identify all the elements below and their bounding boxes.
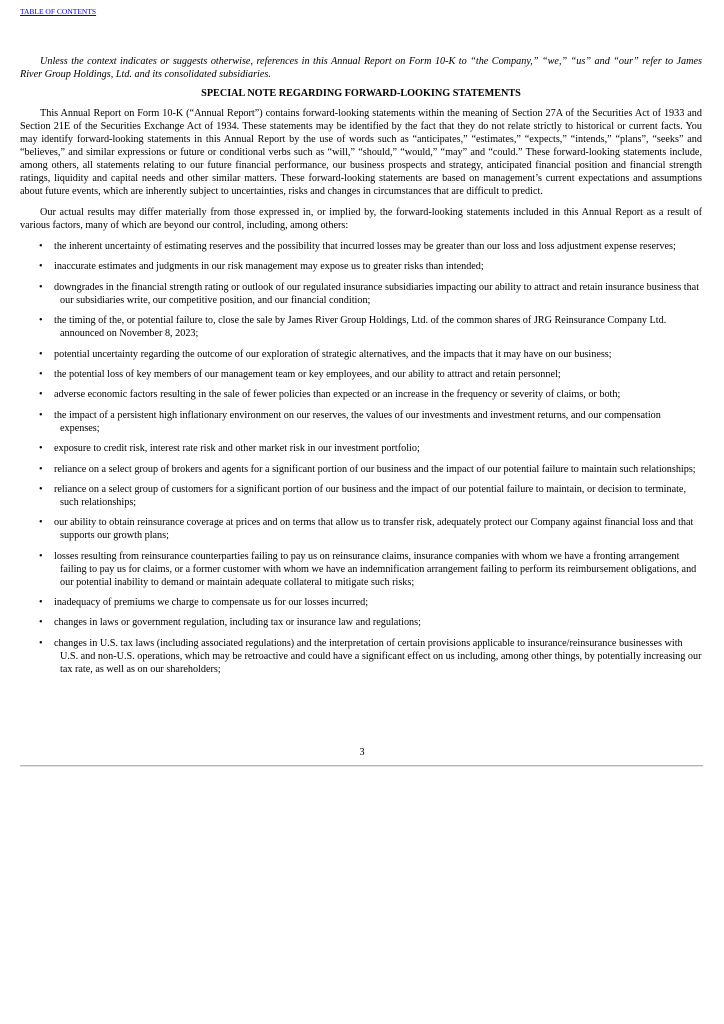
list-item xyxy=(20,409,702,435)
bullet-marker: • xyxy=(39,637,43,649)
list-item xyxy=(20,596,702,609)
list-item-text: the inherent uncertainty of estimating reserves and the possibility that incurred losses may be greater than our loss and loss adjustment expense reserves; xyxy=(54,241,676,252)
list-item-text: reliance on a select group of customers for a significant portion of our business and the impact of our potential failure to maintain, or decision to terminate, such relationships; xyxy=(54,483,687,508)
page-divider xyxy=(20,765,703,767)
list-item-text: the timing of the, or potential failure to, close the sale by James River Group Holdings, Ltd. of the common shares of JRG Reinsurance Company Ltd. announced on November 8, 2023; xyxy=(54,315,667,340)
section-heading: SPECIAL NOTE REGARDING FORWARD-LOOKING STATEMENTS xyxy=(201,88,521,99)
bullet-marker: • xyxy=(39,550,43,562)
bullet-marker: • xyxy=(39,261,43,273)
bullet-marker: • xyxy=(39,241,43,252)
list-item-text: exposure to credit risk, interest rate risk and other market risk in our investment portfolio; xyxy=(54,443,420,455)
list-item-text: reliance on a select group of brokers and agents for a significant portion of our business and the impact of our potential failure to maintain such relationships; xyxy=(54,463,696,475)
bullet-marker: • xyxy=(39,368,43,380)
list-item xyxy=(20,281,702,307)
bullet-marker: • xyxy=(39,443,43,455)
list-item xyxy=(20,314,702,340)
bullet-marker: • xyxy=(39,463,43,475)
list-item-text: changes in U.S. tax laws (including associated regulations) and the interpretation of certain provisions applicable to insurance/reinsurance businesses with U.S. and non-U.S. operations, which may be retroactive and could have a significant effect on us including, among other things, by potentially increasing our tax rate, as well as on our shareholders; xyxy=(54,637,702,675)
bullet-marker: • xyxy=(39,617,43,629)
list-item-text: downgrades in the financial strength rating or outlook of our regulated insurance subsidiaries impacting our ability to attract and retain insurance business that our subsidiaries write, our competitive position, and our financial condition; xyxy=(54,281,700,306)
risk-factor-list xyxy=(20,240,702,676)
document-body xyxy=(20,55,702,683)
body-paragraph: This Annual Report on Form 10-K (“Annual Report”) contains forward-looking statements within the meaning of Section 27A of the Securities Act of 1933 and Section 21E of the Securities Exchange Act of 1934. These statements may be identified by the fact that they do not relate strictly to historical or current facts. You may identify forward-looking statements in this Annual Report by the use of words such as “anticipates,” “estimates,” “expects,” “intends,” “plans”, “seeks” and “believes,” and similar expressions or future or conditional verbs such as “will,” “should,” “would,” “may” and “could.” These forward-looking statements include, among others, all statements relating to our future financial performance, our business prospects and strategy, anticipated financial position and financial strength ratings, liquidity and capital needs and other similar matters. These forward-looking statements are based on management’s current expectations and assumptions about future events, which are inherently subject to uncertainties, risks and changes in circumstances that are difficult to predict. xyxy=(20,108,702,197)
bullet-marker: • xyxy=(39,409,43,421)
list-item xyxy=(20,240,702,253)
bullet-marker: • xyxy=(39,348,43,360)
list-item xyxy=(20,616,702,629)
page-number: 3 xyxy=(359,747,365,758)
list-item xyxy=(20,483,702,509)
list-item xyxy=(20,348,702,361)
list-item-text: adverse economic factors resulting in the sale of fewer policies than expected or an increase in the frequency or severity of claims, or both; xyxy=(54,389,621,401)
intro-paragraph: Unless the context indicates or suggests otherwise, references in this Annual Report on Form 10-K to “the Company,” “we,” “us” and “our” refer to James River Group Holdings, Ltd. and its consolidated subsidiaries. xyxy=(20,56,702,80)
list-item xyxy=(20,516,702,542)
bullet-marker: • xyxy=(39,315,43,327)
list-item-text: the potential loss of key members of our management team or key employees, and our ability to attract and retain personnel; xyxy=(54,368,561,380)
list-item-text: losses resulting from reinsurance counterparties failing to pay us on reinsurance claims, insurance companies with whom we have a fronting arrangement failing to pay us for claims, or a former customer with whom we have an indemnification arrangement failing to perform its reimbursement obligations, and our potential inability to demand or maintain adequate collateral to mitigate such risks; xyxy=(54,550,697,588)
list-item xyxy=(20,463,702,476)
list-item-text: inaccurate estimates and judgments in our risk management may expose us to greater risks than intended; xyxy=(54,261,484,273)
list-item-text: inadequacy of premiums we charge to compensate us for our losses incurred; xyxy=(54,597,369,609)
bullet-marker: • xyxy=(39,281,43,293)
list-item xyxy=(20,550,702,589)
bullet-marker: • xyxy=(39,597,43,609)
list-item-text: the impact of a persistent high inflationary environment on our reserves, the values of our investments and investment returns, and our compensation expenses; xyxy=(54,409,661,434)
list-item xyxy=(20,388,702,401)
table-of-contents-link[interactable]: TABLE OF CONTENTS xyxy=(20,7,97,16)
bullet-marker: • xyxy=(39,517,43,529)
bullet-marker: • xyxy=(39,389,43,401)
list-item-text: our ability to obtain reinsurance coverage at prices and on terms that allow us to transfer risk, adequately protect our Company against financial loss and that supports our growth plans; xyxy=(54,517,694,542)
list-item-text: potential uncertainty regarding the outcome of our exploration of strategic alternatives, and the impacts that it may have on our business; xyxy=(54,348,612,360)
list-item-text: changes in laws or government regulation, including tax or insurance law and regulations; xyxy=(54,617,421,629)
list-item xyxy=(20,442,702,455)
list-item xyxy=(20,637,702,676)
body-paragraph: Our actual results may differ materially from those expressed in, or implied by, the forward-looking statements included in this Annual Report as a result of various factors, many of which are beyond our control, including, among others: xyxy=(20,207,702,231)
bullet-marker: • xyxy=(39,483,43,495)
list-item xyxy=(20,260,702,273)
list-item xyxy=(20,368,702,381)
